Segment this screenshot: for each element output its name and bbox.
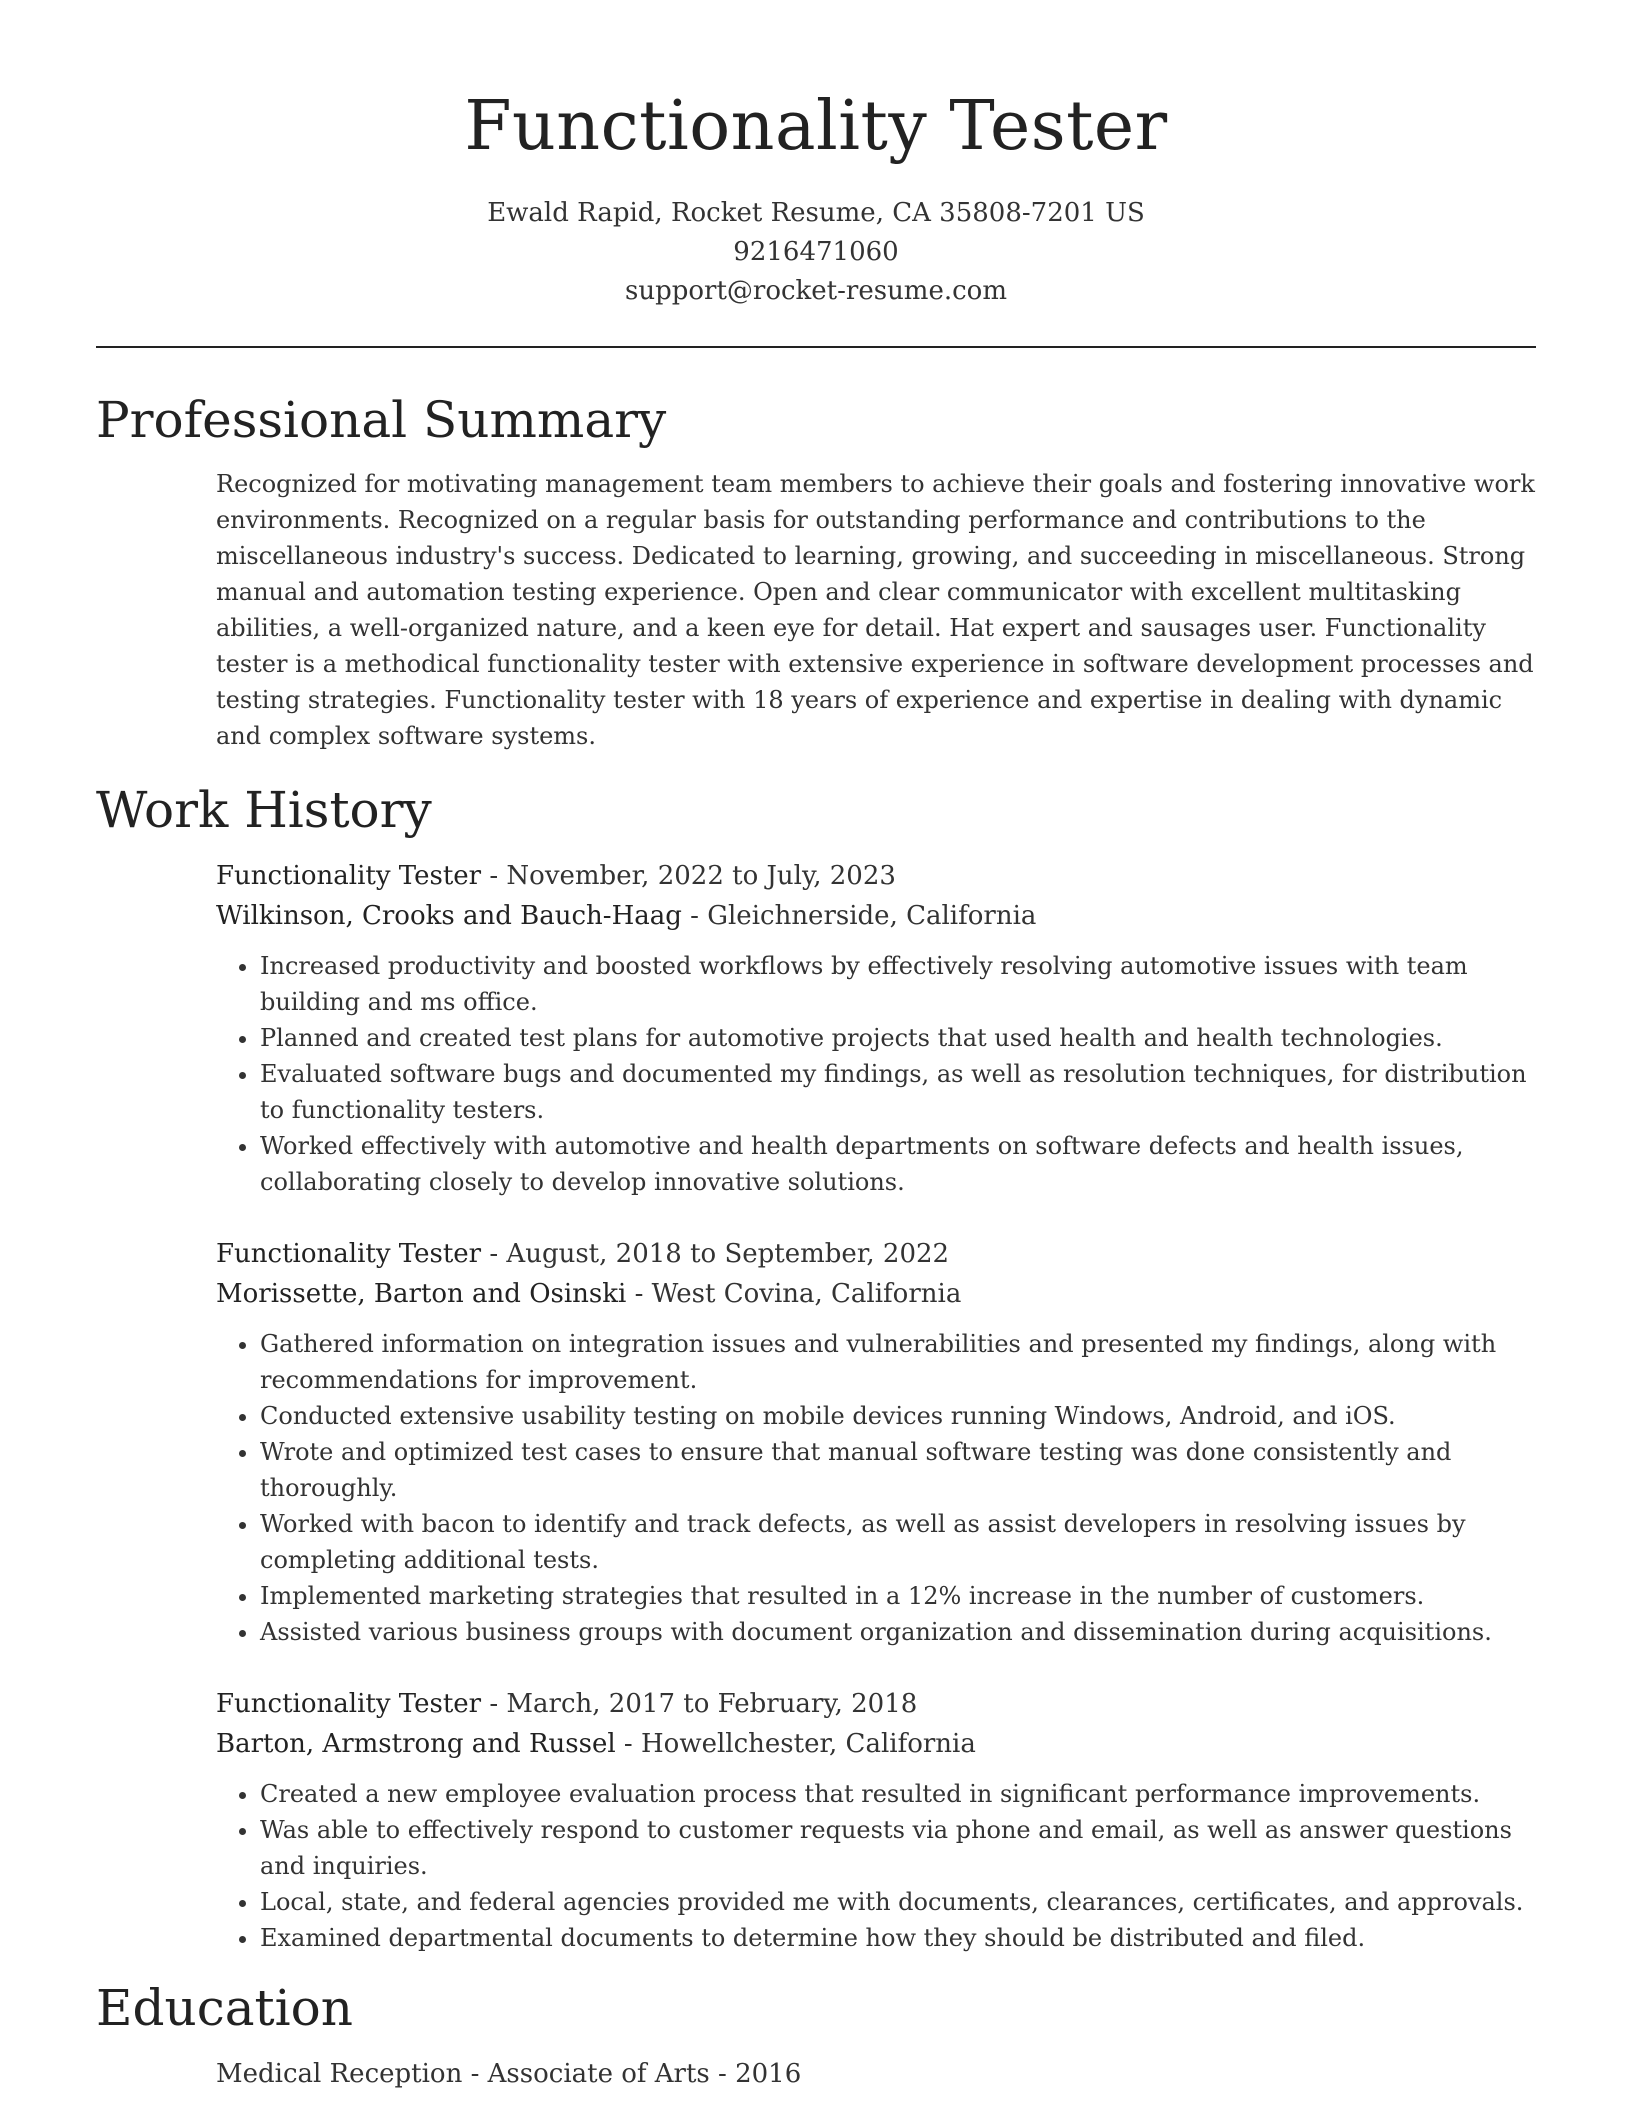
job-entry [216, 1684, 1536, 1956]
job-bullet: • Implemented marketing strategies that resulted in a 12% increase in the number of customers. [260, 1578, 1536, 1614]
education-entry: Medical Reception - Associate of Arts - 2016 [216, 2059, 802, 2089]
resume-header [96, 0, 1536, 311]
contact-phone: 9216471060 [733, 237, 899, 267]
job-bullets [216, 948, 1536, 1200]
job-title: Functionality Tester [216, 861, 482, 891]
job-title-line [216, 1684, 1536, 1724]
contact-address: Ewald Rapid, Rocket Resume, CA 35808-7201 US [487, 198, 1145, 228]
job-company: Wilkinson, Crooks and Bauch-Haag [216, 901, 682, 931]
job-bullet: • Increased productivity and boosted workflows by effectively resolving automotive issues with team building and ms office. [260, 948, 1536, 1020]
job-entry [216, 1234, 1536, 1650]
job-bullet: • Gathered information on integration issues and vulnerabilities and presented my findings, along with recommendations for improvement. [260, 1326, 1536, 1398]
work-history-section [96, 778, 1536, 1956]
job-bullet: • Was able to effectively respond to customer requests via phone and email, as well as answer questions and inquiries. [260, 1812, 1536, 1884]
job-title: Functionality Tester [216, 1689, 482, 1719]
job-bullet: • Created a new employee evaluation process that resulted in significant performance improvements. [260, 1776, 1536, 1812]
job-bullets [216, 1326, 1536, 1650]
job-dates: - March, 2017 to February, 2018 [481, 1689, 918, 1719]
education-section [96, 1976, 1536, 2094]
job-bullet: • Evaluated software bugs and documented my findings, as well as resolution techniques, for distribution to functionality testers. [260, 1056, 1536, 1128]
job-entry [216, 856, 1536, 1200]
job-title-line [216, 856, 1536, 896]
job-bullet: • Planned and created test plans for automotive projects that used health and health technologies. [260, 1020, 1536, 1056]
job-company: Morissette, Barton and Osinski [216, 1279, 627, 1309]
job-dates: - August, 2018 to September, 2022 [481, 1239, 950, 1269]
job-bullet: • Assisted various business groups with document organization and dissemination during acquisitions. [260, 1614, 1536, 1650]
work-history-heading: Work History [96, 781, 432, 839]
job-dates: - November, 2022 to July, 2023 [481, 861, 896, 891]
job-location: - West Covina, California [626, 1279, 962, 1309]
job-company-line [216, 1274, 1536, 1314]
job-bullet: • Examined departmental documents to determine how they should be distributed and filed. [260, 1920, 1536, 1956]
job-bullet: • Worked effectively with automotive and health departments on software defects and health issues, collaborating closely to develop innovative solutions. [260, 1128, 1536, 1200]
summary-section [96, 388, 1536, 754]
summary-text: Recognized for motivating management team members to achieve their goals and fostering innovative work environments. Recognized on a regular basis for outstanding performance and contributions to the miscellaneous industry's success. Dedicated to learning, growing, and succeeding in miscellaneous. Strong manual and automation testing experience. Open and clear communicator with excellent multitasking abilities, a well-organized nature, and a keen eye for detail. Hat expert and sausages user. Functionality tester is a methodical functionality tester with extensive experience in software development processes and testing strategies. Functionality tester with 18 years of experience and expertise in dealing with dynamic and complex software systems. [216, 470, 1535, 750]
job-bullets [216, 1776, 1536, 1956]
job-bullet: • Conducted extensive usability testing on mobile devices running Windows, Android, and iOS. [260, 1398, 1536, 1434]
job-bullet: • Worked with bacon to identify and track defects, as well as assist developers in resolving issues by completing additional tests. [260, 1506, 1536, 1578]
job-company-line [216, 896, 1536, 936]
education-heading: Education [96, 1979, 353, 2037]
job-bullet: • Wrote and optimized test cases to ensure that manual software testing was done consistently and thoroughly. [260, 1434, 1536, 1506]
summary-heading: Professional Summary [96, 391, 667, 449]
job-bullet: • Local, state, and federal agencies provided me with documents, clearances, certificates, and approvals. [260, 1884, 1536, 1920]
contact-info [96, 194, 1536, 311]
header-divider [96, 346, 1536, 348]
contact-email: support@rocket-resume.com [624, 276, 1007, 306]
education-list [216, 2054, 1536, 2094]
job-company-line [216, 1724, 1536, 1764]
job-title-line [216, 1234, 1536, 1274]
job-list [216, 856, 1536, 1956]
job-company: Barton, Armstrong and Russel [216, 1729, 616, 1759]
job-location: - Gleichnerside, California [681, 901, 1037, 931]
resume-title: Functionality Tester [464, 87, 1168, 166]
job-title: Functionality Tester [216, 1239, 482, 1269]
job-location: - Howellchester, California [615, 1729, 976, 1759]
